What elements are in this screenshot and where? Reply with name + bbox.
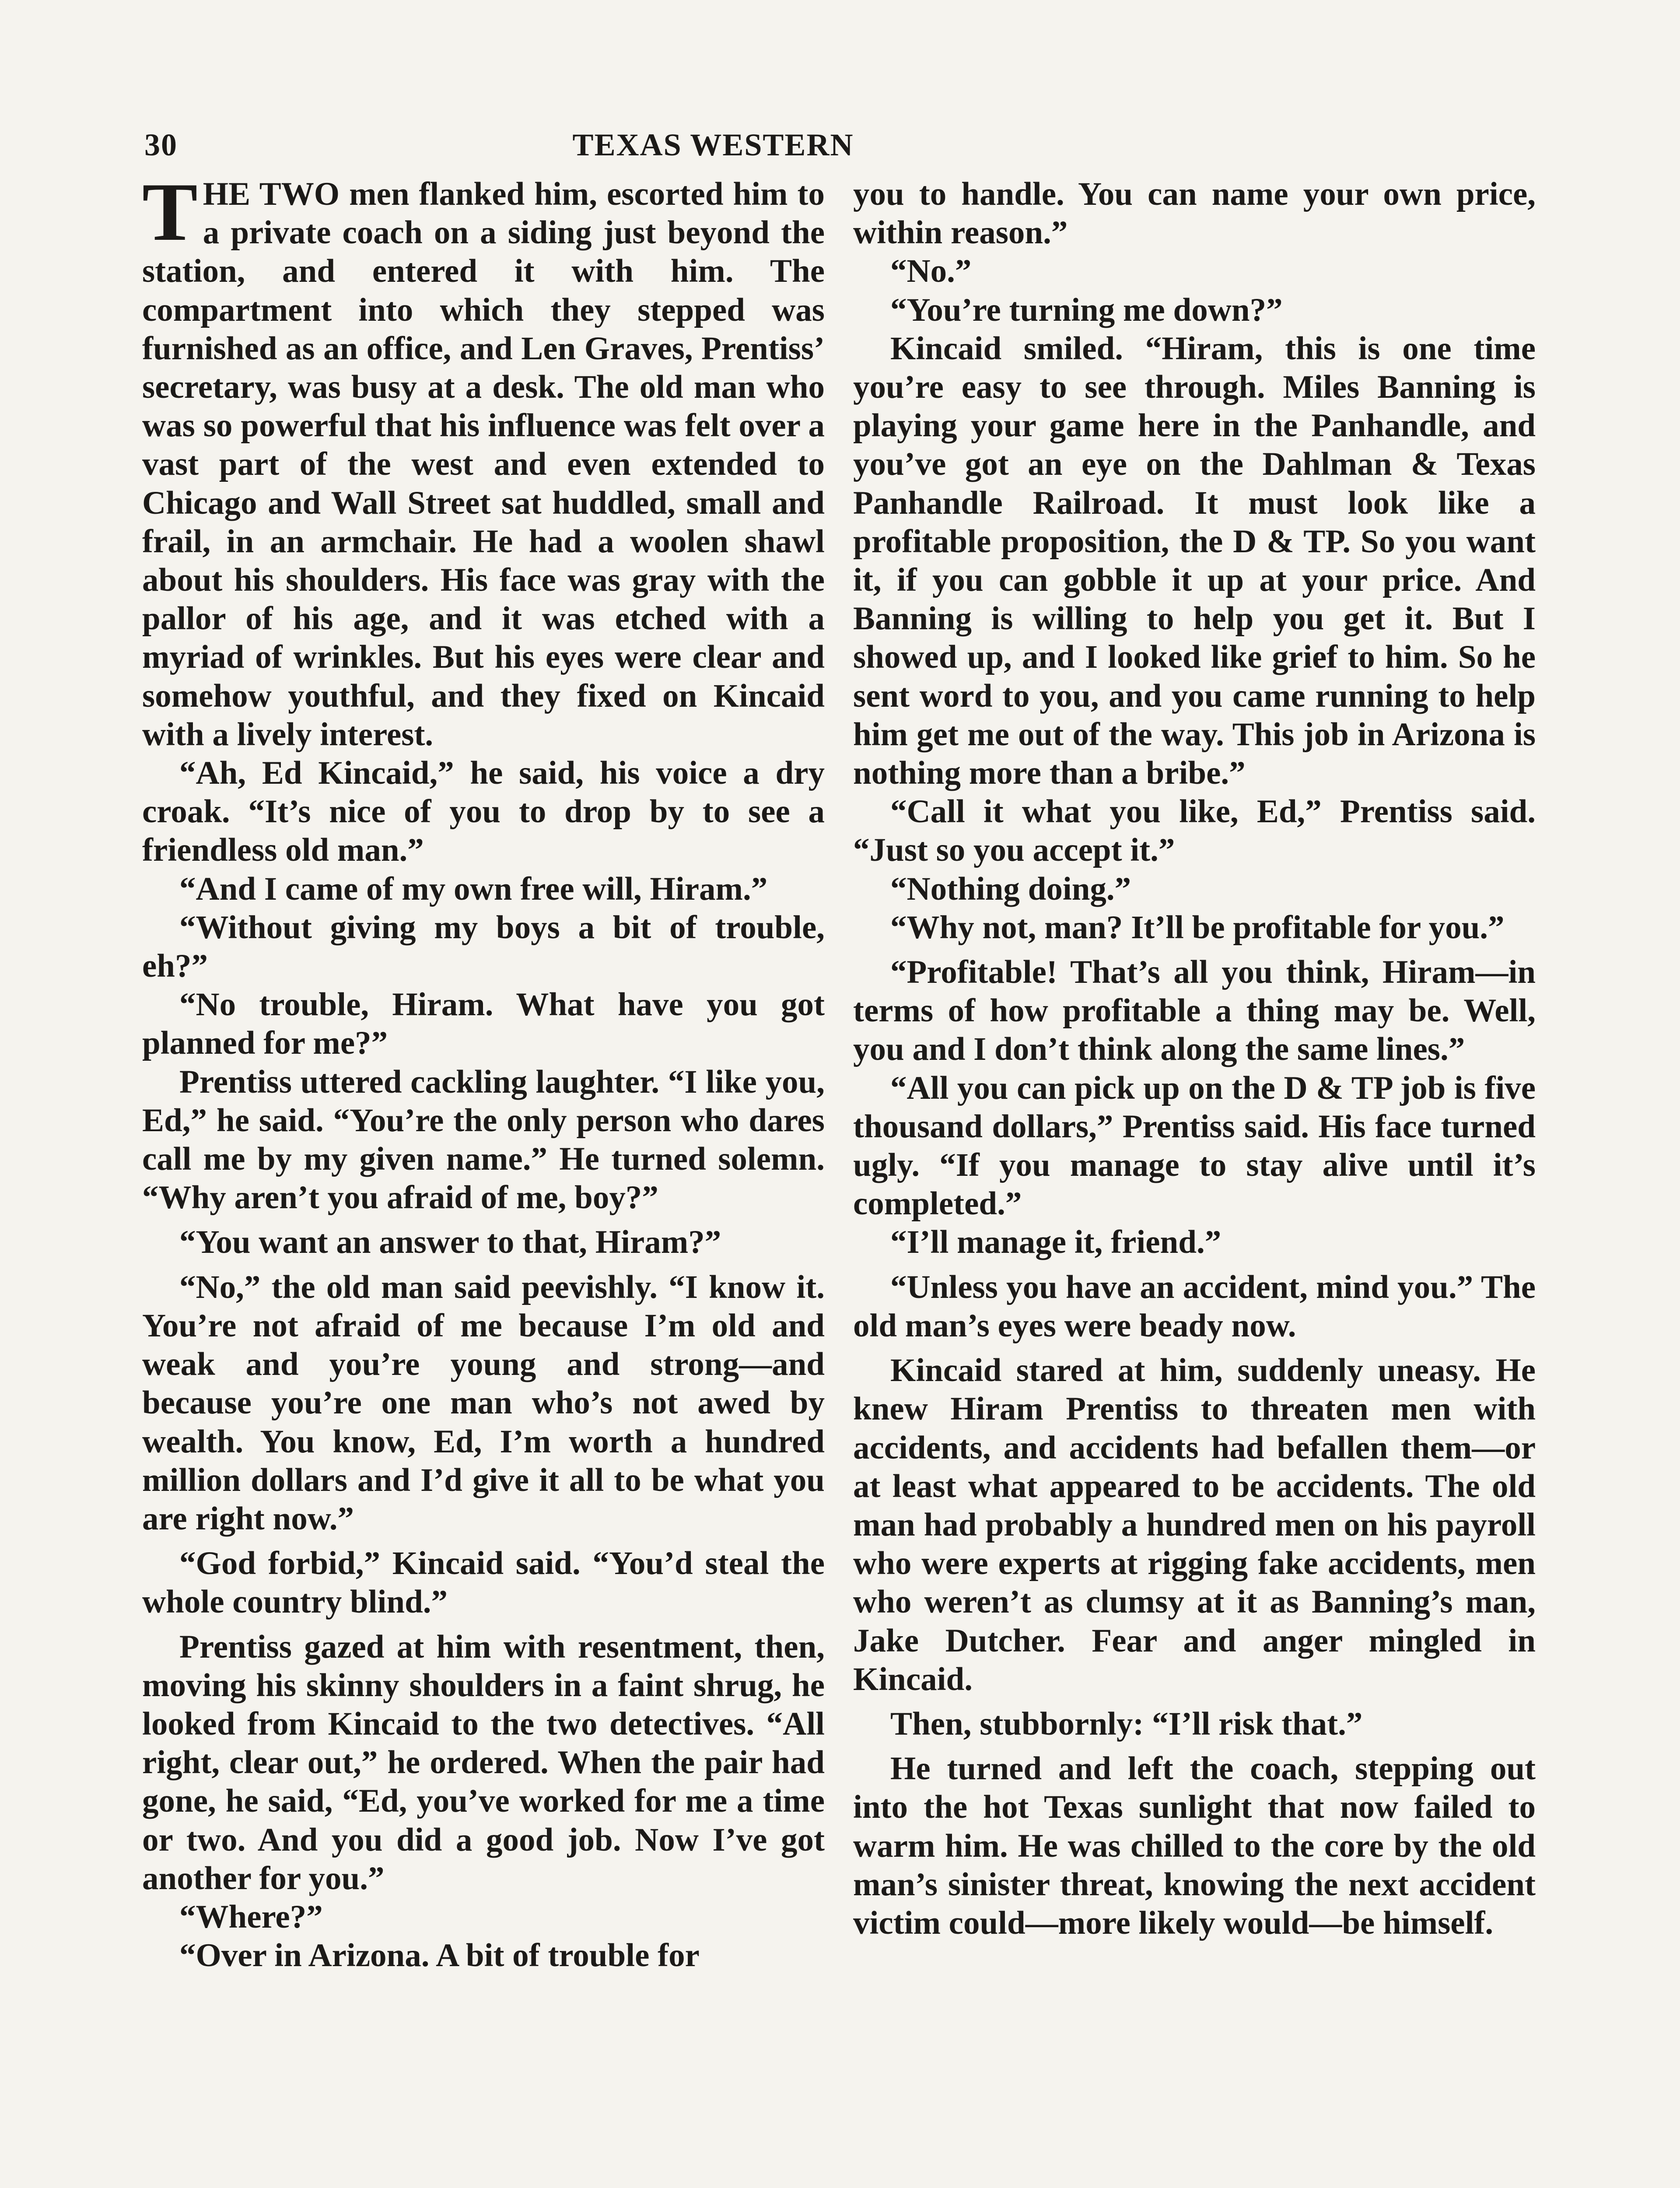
paragraph-text: “All you can pick up on the D & TP job is five thousand dollars,” Prentiss said. His face turned ugly. “If you manage to stay alive until it’s completed.” bbox=[853, 1069, 1536, 1222]
story-paragraph bbox=[853, 252, 1536, 291]
story-paragraph bbox=[853, 870, 1536, 908]
story-paragraph bbox=[142, 1898, 825, 1936]
paragraph-text: you to handle. You can name your own price, within reason.” bbox=[853, 176, 1536, 251]
paragraph-text: “Call it what you like, Ed,” Prentiss said. “Just so you accept it.” bbox=[853, 793, 1536, 869]
page-header bbox=[144, 127, 1544, 175]
story-paragraph bbox=[853, 1705, 1536, 1743]
paragraph-text: “And I came of my own free will, Hiram.” bbox=[179, 870, 768, 907]
story-paragraph bbox=[853, 1750, 1536, 1943]
paragraph-text: Kincaid smiled. “Hiram, this is one time you’re easy to see through. Miles Banning is playing your game here in the Panhandle, and you’ve got an eye on the Dahlman & Texas Panhandle Railroad. It must look like a profitable proposition, the D & TP. So you want it, if you can gobble it up at your price. And Banning is willing to help you get it. But I showed up, and I looked like grief to him. So he sent word to you, and you came running to help him get me out of the way. This job in Arizona is nothing more than a bribe.” bbox=[853, 330, 1536, 792]
paragraph-text: “Profitable! That’s all you think, Hiram—in terms of how profitable a thing may be. Well, you and I don’t think along the same lines.” bbox=[853, 954, 1536, 1068]
story-paragraph bbox=[853, 792, 1536, 870]
paragraph-text: “Where?” bbox=[179, 1898, 323, 1935]
story-paragraph bbox=[853, 291, 1536, 330]
story-paragraph bbox=[853, 330, 1536, 792]
paragraph-text: “No trouble, Hiram. What have you got planned for me?” bbox=[142, 986, 825, 1062]
paragraph-text: “No,” the old man said peevishly. “I know it. You’re not afraid of me because I’m old and weak and you’re young and strong—and because you’re one man who’s not awed by wealth. You know, Ed, I’m worth a hundred million dollars and I’d give it all to be what you are right now.” bbox=[142, 1269, 825, 1537]
story-paragraph bbox=[142, 1223, 825, 1262]
story-paragraph bbox=[853, 953, 1536, 1069]
story-paragraph bbox=[853, 175, 1536, 252]
paragraph-text: Then, stubbornly: “I’ll risk that.” bbox=[890, 1705, 1363, 1742]
paragraph-text: “Unless you have an accident, mind you.” The old man’s eyes were beady now. bbox=[853, 1269, 1536, 1344]
paragraph-text: “You’re turning me down?” bbox=[890, 291, 1283, 328]
story-paragraph bbox=[142, 1268, 825, 1538]
paragraph-text: He turned and left the coach, stepping out into the hot Texas sunlight that now failed to warm him. He was chilled to the core by the old man’s sinister threat, knowing the next accident victim could—more likely would—be himself. bbox=[853, 1750, 1536, 1941]
right-text-column bbox=[853, 175, 1536, 2188]
story-paragraph bbox=[142, 908, 825, 985]
paragraph-text: “Ah, Ed Kincaid,” he said, his voice a dry croak. “It’s nice of you to drop by to see a friendless old man.” bbox=[142, 755, 825, 869]
left-text-column bbox=[142, 175, 825, 2188]
paragraph-text: “Without giving my boys a bit of trouble, eh?” bbox=[142, 909, 825, 985]
paragraph-text: Kincaid stared at him, suddenly uneasy. He knew Hiram Prentiss to threaten men with accidents, and accidents had befallen them—or at least what appeared to be accidents. The old man had probably a hundred men on his payroll who were experts at rigging fake accidents, men who weren’t as clumsy at it as Banning’s man, Jake Dutcher. Fear and anger mingled in Kincaid. bbox=[853, 1352, 1536, 1697]
story-paragraph bbox=[853, 908, 1536, 947]
paragraph-text: “Nothing doing.” bbox=[890, 870, 1131, 907]
story-paragraph bbox=[853, 1223, 1536, 1262]
paragraph-text: “Over in Arizona. A bit of trouble for bbox=[179, 1937, 700, 1974]
paragraph-text: “I’ll manage it, friend.” bbox=[890, 1224, 1222, 1261]
page-number: 30 bbox=[144, 127, 178, 162]
magazine-title: TEXAS WESTERN bbox=[572, 127, 854, 162]
story-paragraph bbox=[853, 1268, 1536, 1345]
story-paragraph bbox=[142, 1936, 825, 1975]
paragraph-text: “Why not, man? It’ll be profitable for you.” bbox=[890, 909, 1505, 946]
drop-cap: T bbox=[142, 175, 198, 258]
story-paragraph bbox=[142, 175, 825, 754]
story-paragraph bbox=[142, 754, 825, 870]
paragraph-text: Prentiss uttered cackling laughter. “I like you, Ed,” he said. “You’re the only person who dares call me by my given name.” He turned solemn. “Why aren’t you afraid of me, boy?” bbox=[142, 1063, 825, 1216]
story-paragraph bbox=[142, 985, 825, 1062]
paragraph-text: “You want an answer to that, Hiram?” bbox=[179, 1224, 721, 1261]
story-paragraph bbox=[142, 1063, 825, 1217]
story-paragraph bbox=[853, 1069, 1536, 1224]
story-paragraph bbox=[142, 1628, 825, 1898]
paragraph-text: “No.” bbox=[890, 253, 972, 290]
story-paragraph bbox=[853, 1351, 1536, 1699]
paragraph-text: Prentiss gazed at him with resentment, then, moving his skinny shoulders in a faint shrug, he looked from Kincaid to the two detectives. “All right, clear out,” he ordered. When the pair had gone, he said, “Ed, you’ve worked for me a time or two. And you did a good job. Now I’ve got another for you.” bbox=[142, 1628, 825, 1897]
story-paragraph bbox=[142, 870, 825, 908]
story-paragraph bbox=[142, 1544, 825, 1621]
paragraph-text: “God forbid,” Kincaid said. “You’d steal the whole country blind.” bbox=[142, 1545, 825, 1620]
paragraph-text: HE TWO men flanked him, escorted him to a private coach on a siding just beyond the station, and entered it with him. The compartment into which they stepped was furnished as an office, and Len Graves, Prentiss’ secretary, was busy at a desk. The old man who was so powerful that his influence was felt over a vast part of the west and even extended to Chicago and Wall Street sat huddled, small and frail, in an armchair. He had a woolen shawl about his shoulders. His face was gray with the pallor of his age, and it was etched with a myriad of wrinkles. But his eyes were clear and somehow youthful, and they fixed on Kincaid with a lively interest. bbox=[142, 176, 825, 753]
